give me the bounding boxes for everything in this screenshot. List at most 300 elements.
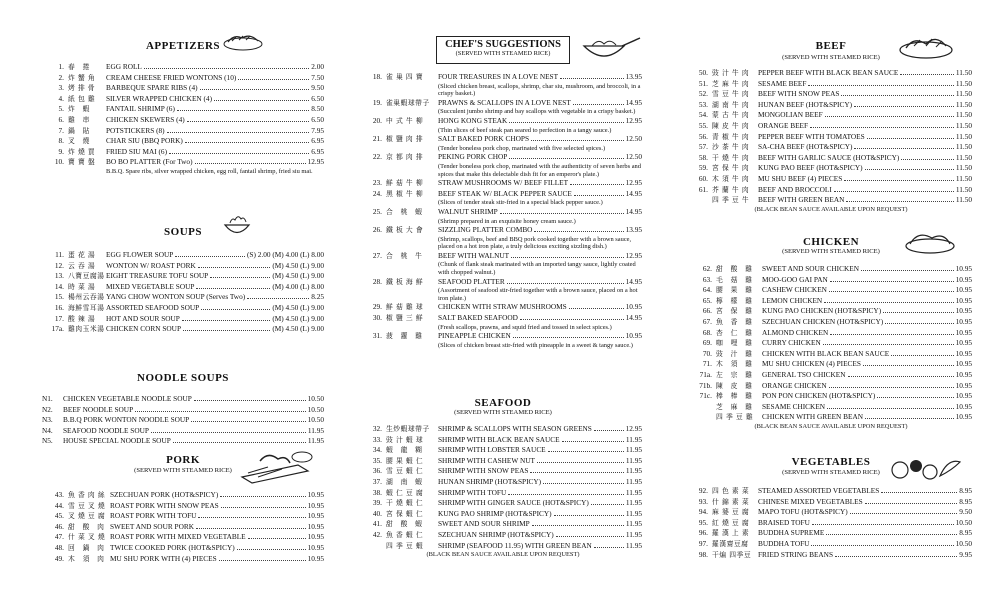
item-number: 32.: [372, 424, 382, 433]
dot-leader: [824, 302, 953, 303]
item-name: BEEF WITH SNOW PEAS: [758, 89, 840, 99]
item-number: 93.: [698, 496, 708, 506]
item-number: 10.: [54, 157, 64, 167]
item-description: (Fresh scallops, prawns, and squid fried and tossed in select spices.): [438, 323, 612, 331]
item-name: SZECHUAN SHRIMP (HOT&SPICY): [438, 529, 554, 539]
noodle-soups-list: [42, 394, 324, 447]
item-chinese-name: 湖 南 蝦: [386, 477, 423, 486]
item-chinese-name: 菠 蘿 雞: [386, 332, 423, 341]
item-name: MAPO TOFU (HOT&SPICY): [758, 507, 848, 517]
dot-leader: [144, 68, 309, 69]
item-number: 23.: [372, 178, 382, 188]
item-number: N3.: [42, 415, 53, 425]
item-name: LEMON CHICKEN: [762, 295, 823, 305]
dot-leader: [183, 330, 270, 331]
dot-leader: [829, 387, 954, 388]
menu-item: [42, 405, 324, 416]
dot-leader: [900, 74, 953, 75]
item-chinese-name: 炸 蝦: [68, 105, 90, 114]
item-price: 11.50: [955, 131, 972, 141]
dot-leader: [177, 110, 309, 111]
item-chinese-name: 雪 豆 叉 燒: [68, 501, 106, 510]
item-number: 38.: [372, 487, 382, 497]
item-chinese-name: 蝦 仁 豆 腐: [386, 488, 424, 497]
dot-leader: [196, 528, 306, 529]
item-chinese-name: 鐵 板 海 鮮: [386, 277, 424, 286]
item-price: 10.95: [955, 401, 972, 411]
item-price: 10.95: [955, 369, 972, 379]
item-number: 33.: [372, 434, 382, 444]
dot-leader: [200, 89, 310, 90]
item-description: (Shrimp, scallops, beef and BBQ pork cooked together with a brown sauce, placed on a hot iron plate, a truly delicious exciting sizzling dish.): [438, 235, 632, 251]
item-price: 6.95: [311, 136, 324, 146]
menu-item: [364, 72, 642, 83]
menu-item: [42, 543, 324, 554]
item-name: WALNUT SHRIMP: [438, 206, 498, 216]
item-number: 60.: [698, 173, 708, 183]
item-number: 65.: [702, 295, 712, 305]
dot-leader: [531, 140, 624, 141]
dot-leader: [248, 538, 306, 539]
vegetables-title: VEGETABLES: [791, 456, 871, 468]
item-chinese-name: 鐵 板 大 會: [386, 226, 424, 235]
item-chinese-name: 四 季 豆 蝦: [386, 541, 424, 550]
menu-item: [690, 518, 972, 529]
menu-item: [42, 73, 324, 84]
item-chinese-name: 叉 燒 豆 腐: [68, 512, 106, 521]
dot-leader: [867, 138, 954, 139]
item-chinese-name: 青 椒 牛 肉: [712, 132, 750, 141]
item-price: 14.95: [625, 97, 642, 107]
menu-item: [42, 94, 324, 105]
item-description: (Succulent jumbo shrimp and bay scallops with vegetable in a crispy basket.): [438, 108, 636, 116]
dot-leader: [823, 344, 954, 345]
item-price: 10.95: [955, 327, 972, 337]
item-name: MU SHU CHICKEN (4) PIECES: [762, 359, 861, 369]
item-name: SHRIMP WITH TOFU: [438, 487, 507, 497]
appetizers-title: APPETIZERS: [145, 40, 221, 52]
item-chinese-name: 雀巢蝦球帶子: [386, 98, 430, 107]
item-name: CHICKEN CORN SOUP: [106, 324, 182, 334]
menu-item: [690, 68, 972, 79]
menu-item: [42, 394, 324, 405]
item-chinese-name: 炸 燒 買: [68, 147, 96, 156]
menu-item: [690, 306, 972, 317]
item-number: 12.: [54, 260, 64, 270]
dot-leader: [151, 432, 306, 433]
item-chinese-name: 羅漢齋豆腐: [712, 539, 749, 548]
item-name: EGG FLOWER SOUP: [106, 250, 174, 259]
menu-item: [690, 412, 972, 423]
menu-item: [364, 498, 642, 509]
item-name: YANG CHOW WONTON SOUP (Serves Two): [106, 292, 246, 302]
item-price: 12.95: [307, 157, 324, 167]
item-chinese-name: 紅 燒 豆 腐: [712, 518, 750, 527]
dot-leader: [591, 504, 624, 505]
item-number: 16.: [54, 302, 64, 312]
menu-item: [42, 104, 324, 115]
item-name: CHICKEN WITH GREEN BEAN: [762, 412, 863, 422]
item-number: N5.: [42, 436, 53, 446]
item-name: SALT BAKED SEAFOOD: [438, 313, 518, 323]
item-number: 14.: [54, 281, 64, 291]
item-name: BEEF STEAK W/ BLACK PEPPER SAUCE: [438, 188, 572, 198]
item-price: 14.95: [625, 188, 642, 198]
menu-item: [42, 522, 324, 533]
item-name: SWEET AND SOUR SHRIMP: [438, 519, 530, 529]
menu-item: [364, 519, 642, 530]
menu-item: [690, 328, 972, 339]
item-price: (M) 4.50 (L) 9.00: [272, 324, 324, 334]
item-price: 14.95: [625, 206, 642, 216]
menu-item: [42, 554, 324, 565]
item-number: 18.: [372, 72, 382, 81]
item-price: 11.50: [955, 152, 972, 162]
item-chinese-name: 木 須 肉: [68, 554, 105, 563]
chefs-suggestions-box: [436, 36, 570, 64]
item-name: HOT AND SOUR SOUP: [106, 313, 180, 323]
pork-title: PORK: [166, 454, 200, 466]
menu-item: [42, 157, 324, 168]
soups-list: [42, 250, 324, 335]
item-price: 11.95: [625, 476, 642, 486]
dot-leader: [562, 441, 624, 442]
item-chinese-name: 咖 哩 雞: [716, 339, 753, 348]
item-name: BARBEQUE SPARE RIBS (4): [106, 83, 198, 93]
dot-leader: [554, 515, 624, 516]
item-name: PEKING PORK CHOP: [438, 152, 508, 162]
item-number: 24.: [372, 188, 382, 198]
item-price: 10.95: [307, 532, 324, 542]
item-chinese-name: 什 錦 素 菜: [712, 497, 750, 506]
item-number: 39.: [372, 498, 382, 508]
menu-item: [364, 477, 642, 488]
item-price: 11.50: [955, 173, 972, 183]
beef-subtitle: (SERVED WITH STEAMED RICE): [782, 54, 880, 61]
menu-item: [364, 277, 642, 288]
item-price: 11.50: [955, 142, 972, 152]
item-chinese-name: 春 捲: [68, 63, 90, 71]
item-name: CREAM CHEESE FRIED WONTONS (10): [106, 72, 237, 82]
item-price: 11.95: [625, 540, 642, 550]
item-number: 17.: [54, 313, 64, 323]
item-price: 10.95: [955, 412, 972, 422]
item-chinese-name: 叉 燒: [68, 137, 90, 146]
item-price: 11.50: [955, 110, 972, 120]
item-price: 12.95: [625, 250, 642, 260]
menu-item: [690, 497, 972, 508]
item-number: 50.: [698, 68, 708, 77]
item-name: SHRIMP WITH GINGER SAUCE (HOT&SPICY): [438, 498, 589, 508]
dot-leader: [530, 472, 623, 473]
item-price: 11.50: [955, 120, 972, 130]
vegetables-subtitle: (SERVED WITH STEAMED RICE): [782, 469, 880, 476]
item-name: CHICKEN WITH STRAW MUSHROOMS: [438, 302, 567, 312]
chefs-subtitle: (SERVED WITH STEAMED RICE): [455, 50, 551, 57]
dot-leader: [865, 169, 954, 170]
item-number: 29.: [372, 302, 382, 312]
dot-leader: [885, 323, 953, 324]
dot-leader: [237, 549, 306, 550]
chefs-title: CHEF'S SUGGESTIONS: [445, 39, 561, 50]
item-number: 48.: [54, 542, 64, 552]
item-price: 2.00: [311, 62, 324, 71]
item-number: 58.: [698, 152, 708, 162]
item-price: 10.95: [955, 359, 972, 369]
item-name: HUNAN SHRIMP (HOT&SPICY): [438, 476, 542, 486]
item-number: N1.: [42, 394, 53, 403]
item-number: 20.: [372, 115, 382, 125]
item-chinese-name: 時 菜 湯: [68, 282, 96, 291]
item-number: 28.: [372, 276, 382, 286]
item-name: KUNG PAO BEEF (HOT&SPICY): [758, 163, 863, 173]
pork-dish-icon: [238, 447, 318, 487]
item-chinese-name: 酸 辣 湯: [68, 314, 96, 323]
menu-item: [42, 303, 324, 314]
item-price: 8.95: [959, 528, 972, 538]
item-price: 8.95: [959, 486, 972, 495]
dot-leader: [570, 184, 623, 185]
beef-list: [690, 68, 972, 213]
item-price: 10.95: [307, 542, 324, 552]
item-number: 54.: [698, 110, 708, 120]
dot-leader: [214, 100, 309, 101]
dot-leader: [811, 545, 953, 546]
item-name: MOO-GOO GAI PAN: [762, 274, 828, 284]
item-name: ALMOND CHICKEN: [762, 327, 829, 337]
dot-leader: [808, 85, 953, 86]
item-price: 8.25: [311, 292, 324, 302]
menu-item: [690, 142, 972, 153]
item-chinese-name: 回 鍋 肉: [68, 543, 105, 552]
dot-leader: [175, 256, 245, 257]
dot-leader: [548, 451, 624, 452]
menu-item: [42, 126, 324, 137]
item-chinese-name: 鮮 菇 雞 球: [386, 303, 424, 312]
item-number: 63.: [702, 274, 712, 284]
menu-item: [690, 163, 972, 174]
menu-item: [364, 98, 642, 109]
item-number: 43.: [54, 490, 64, 499]
item-chinese-name: 什 菜 叉 燒: [68, 533, 106, 542]
item-price: 10.95: [955, 391, 972, 401]
item-name: SHRIMP (SEAFOOD 11.95) WITH GREEN BEAN: [438, 540, 592, 550]
dot-leader: [569, 308, 624, 309]
item-price: 10.95: [955, 295, 972, 305]
item-name: HONG KONG STEAK: [438, 115, 508, 125]
item-price: 11.95: [625, 508, 642, 518]
item-number: 1.: [58, 62, 64, 71]
item-price: 11.50: [955, 163, 972, 173]
item-name: SWEET AND SOUR PORK: [110, 521, 194, 531]
dot-leader: [191, 421, 305, 422]
item-price: 11.50: [955, 195, 972, 205]
item-name: CHICKEN WITH BLACK BEAN SAUCE: [762, 348, 890, 358]
dot-leader: [827, 408, 954, 409]
item-name: BEEF NOODLE SOUP: [63, 404, 134, 414]
item-name: SALT BAKED PORK CHOPS: [438, 134, 530, 144]
dot-leader: [861, 270, 954, 271]
menu-item: [42, 147, 324, 158]
item-description: (Assortment of seafood stir-fried together with a brown sauce, placed on a hot iron plate.): [438, 287, 638, 302]
item-name: SHRIMP WITH CASHEW NUT: [438, 455, 535, 465]
item-price: 12.50: [625, 134, 642, 144]
item-chinese-name: 魚 香 雞: [716, 317, 753, 326]
dot-leader: [185, 142, 309, 143]
dot-leader: [848, 376, 954, 377]
menu-item: [364, 189, 642, 200]
dot-leader: [500, 213, 624, 214]
dot-leader: [594, 430, 624, 431]
menu-item: [364, 445, 642, 456]
item-name: SIZZLING PLATTER COMBO: [438, 225, 533, 235]
seafood-list: [364, 424, 642, 559]
item-price: 10.95: [955, 274, 972, 284]
item-name: SZECHUAN CHICKEN (HOT&SPICY): [762, 316, 884, 326]
dot-leader: [247, 298, 309, 299]
chicken-title: CHICKEN: [802, 236, 860, 248]
menu-item: [364, 530, 642, 541]
item-chinese-name: 海鮮雪耳湯: [68, 303, 105, 312]
item-chinese-name: 腰 果 雞: [716, 286, 753, 295]
item-chinese-name: 京 都 肉 排: [386, 153, 424, 162]
item-chinese-name: 羅 漢 上 素: [712, 529, 750, 538]
menu-item: [364, 178, 642, 189]
item-name: ASSORTED SEAFOOD SOUP: [106, 302, 200, 312]
item-name: MU SHU PORK WITH (4) PIECES: [110, 553, 217, 563]
item-name: ORANGE BEEF: [758, 120, 809, 130]
dot-leader: [829, 291, 954, 292]
item-chinese-name: 雞肉玉米湯: [68, 325, 105, 334]
item-name: BO BO PLATTER (For Two): [106, 157, 193, 167]
item-number: 71c.: [699, 391, 712, 401]
item-chinese-name: 腰 果 蝦 仁: [386, 456, 424, 465]
dot-leader: [830, 281, 954, 282]
dot-leader: [532, 525, 624, 526]
item-description: (Tender boneless pork chop, marinated with the authenticity of seven herbs and spices that make this delectable dish fit for an emperor's plate.): [438, 162, 641, 178]
dot-leader: [865, 503, 958, 504]
dot-leader: [835, 556, 957, 557]
menu-item: [42, 261, 324, 272]
item-chinese-name: 芝 麻 雞: [716, 402, 753, 411]
menu-item: [42, 415, 324, 426]
item-chinese-name: 左 宗 雞: [716, 370, 753, 379]
item-name: CURRY CHICKEN: [762, 338, 821, 348]
item-name: PEPPER BEEF WITH TOMATOES: [758, 131, 865, 141]
wok-icon: [578, 32, 642, 66]
menu-item: [364, 541, 642, 552]
menu-item: [690, 539, 972, 550]
item-name: SHRIMP WITH LOBSTER SAUCE: [438, 445, 546, 455]
item-price: 11.50: [955, 99, 972, 109]
dot-leader: [810, 127, 954, 128]
item-price: 11.95: [307, 425, 324, 435]
item-chinese-name: 豉 汁 雞: [716, 349, 753, 358]
item-price: 11.50: [955, 78, 972, 88]
item-chinese-name: 炸 蟹 角: [68, 73, 96, 82]
item-description: B.B.Q. Spare ribs, silver wrapped chicken, egg roll, fantail shrimp, fried siu mai.: [106, 167, 313, 175]
item-number: 46.: [54, 521, 64, 531]
item-chinese-name: 寶 寶 盤: [68, 158, 96, 167]
item-number: 31.: [372, 331, 382, 341]
item-chinese-name: 魚 香 肉 絲: [68, 491, 106, 499]
item-chinese-name: 楊州云吞湯: [68, 293, 105, 302]
item-name: SA-CHA BEEF (HOT&SPICY): [758, 142, 853, 152]
item-name: BEEF WITH WALNUT: [438, 250, 510, 260]
item-name: ROAST PORK WITH SNOW PEAS: [110, 500, 219, 510]
menu-item: [690, 359, 972, 370]
menu-item: [42, 136, 324, 147]
item-chinese-name: 中 式 牛 柳: [386, 116, 424, 125]
beef-title: BEEF: [815, 40, 847, 52]
item-price: (M) 4.50 (L) 9.00: [272, 313, 324, 323]
item-name: SZECHUAN PORK (HOT&SPICY): [110, 490, 219, 499]
noodle-soups-title: NOODLE SOUPS: [137, 372, 229, 384]
item-chinese-name: 鮮 菇 牛 柳: [386, 179, 424, 188]
appetizer-plate-icon: [222, 30, 264, 52]
menu-item: [42, 292, 324, 303]
item-price: 9.50: [311, 83, 324, 93]
item-name: KUNG PAO CHICKEN (HOT&SPICY): [762, 306, 882, 316]
item-price: 11.95: [625, 455, 642, 465]
item-number: 37.: [372, 476, 382, 486]
item-price: (S) 2.00 (M) 4.00 (L) 8.00: [246, 250, 324, 259]
item-chinese-name: 甜 酸 雞: [716, 265, 753, 273]
item-name: GENERAL TSO CHICKEN: [762, 369, 846, 379]
item-number: N2.: [42, 404, 53, 414]
item-number: 13.: [54, 271, 64, 281]
item-name: BEEF AND BROCCOLI: [758, 184, 832, 194]
item-description: (Shrimp prepared in an exquisite honey cream sauce.): [438, 217, 576, 225]
item-chinese-name: 宮 保 雞: [716, 307, 753, 316]
item-chinese-name: 八寶豆腐湯: [68, 272, 105, 281]
item-price: 10.95: [955, 264, 972, 273]
menu-item: [690, 89, 972, 100]
menu-item: [690, 264, 972, 275]
item-price: 11.95: [625, 487, 642, 497]
item-name: POTSTICKERS (8): [106, 125, 165, 135]
item-price: 10.95: [307, 553, 324, 563]
dot-leader: [830, 334, 953, 335]
item-name: MU SHU BEEF (4) PIECES: [758, 173, 843, 183]
item-number: 57.: [698, 142, 708, 152]
menu-item: [690, 296, 972, 307]
item-price: 10.50: [955, 517, 972, 527]
menu-item: [364, 313, 642, 324]
item-number: 62.: [702, 264, 712, 273]
item-price: 10.95: [307, 490, 324, 499]
item-price: 9.50: [959, 507, 972, 517]
item-name: SESAME BEEF: [758, 78, 807, 88]
item-chinese-name: 四 季 豆 雞: [716, 413, 754, 422]
item-price: 13.95: [625, 225, 642, 235]
dot-leader: [196, 288, 270, 289]
item-number: 61.: [698, 184, 708, 194]
item-chinese-name: 檸 檬 雞: [716, 296, 753, 305]
menu-item: [364, 134, 642, 145]
item-number: 17a.: [51, 324, 64, 334]
menu-item: [690, 153, 972, 164]
menu-item: [42, 62, 324, 73]
menu-item: [42, 314, 324, 325]
item-chinese-name: 生炒蝦球帶子: [386, 425, 430, 433]
item-name: ROAST PORK WITH TOFU: [110, 511, 197, 521]
item-price: 11.50: [955, 184, 972, 194]
item-chinese-name: 湖 南 牛 肉: [712, 100, 750, 109]
item-number: 98.: [698, 549, 708, 559]
item-price: 11.95: [625, 466, 642, 476]
item-chinese-name: 合 桃 蝦: [386, 207, 423, 216]
